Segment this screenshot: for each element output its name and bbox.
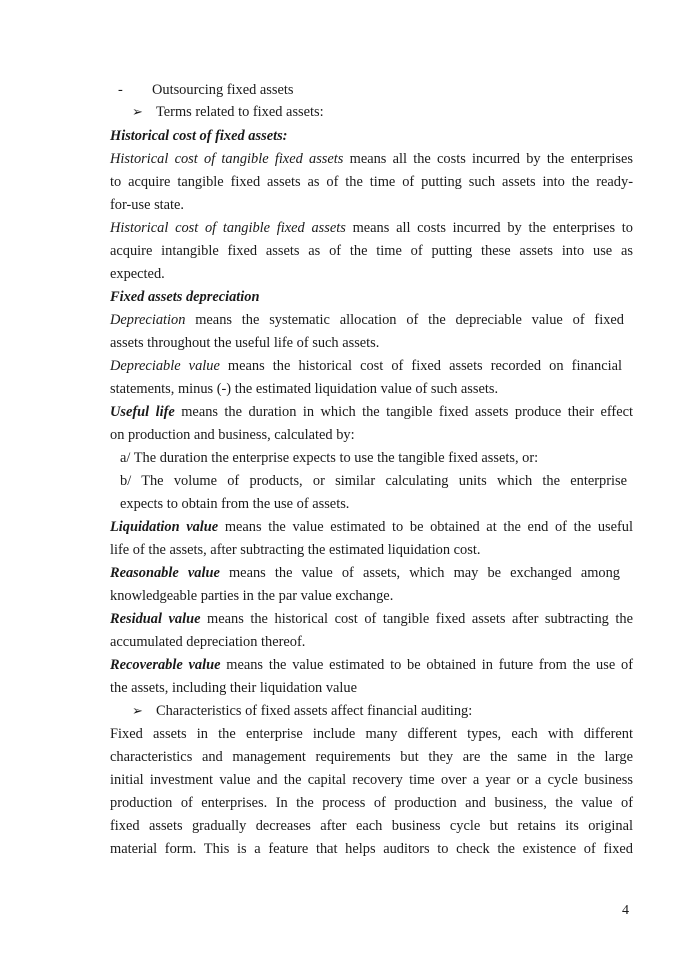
arrow-list-item bbox=[132, 102, 324, 122]
paragraph-line: to acquire tangible fixed assets as of the time of putting such assets into the ready- bbox=[110, 174, 633, 190]
paragraph-line bbox=[110, 517, 633, 537]
paragraph-line: the assets, including their liquidation value bbox=[110, 680, 357, 696]
definition-text: means the duration in which the tangible fixed assets produce their effect bbox=[174, 404, 633, 420]
list-item-text: Terms related to fixed assets: bbox=[156, 104, 324, 120]
term: Liquidation value bbox=[110, 519, 219, 535]
section-heading: Fixed assets depreciation bbox=[110, 289, 260, 305]
definition-text: means the systematic allocation of the depreciable value of fixed bbox=[185, 312, 624, 328]
sub-item: b/ The volume of products, or similar calculating units which the enterprise bbox=[120, 473, 627, 489]
definition-text: means the value estimated to be obtained in future from the use of bbox=[220, 657, 633, 673]
definition-text: means the historical cost of fixed assets recorded on financial bbox=[219, 358, 622, 374]
paragraph-line: expected. bbox=[110, 266, 165, 282]
term: Depreciation bbox=[110, 312, 186, 328]
term: Historical cost of tangible fixed assets bbox=[110, 151, 344, 167]
term: Recoverable value bbox=[110, 657, 221, 673]
definition-text: means the historical cost of tangible fixed assets after subtracting the bbox=[200, 611, 633, 627]
list-item-text: Characteristics of fixed assets affect financial auditing: bbox=[156, 703, 473, 719]
paragraph-line bbox=[110, 149, 633, 169]
dash-list-item bbox=[118, 80, 293, 100]
paragraph-line bbox=[110, 218, 633, 238]
paragraph-line: statements, minus (-) the estimated liquidation value of such assets. bbox=[110, 381, 499, 397]
term: Residual value bbox=[110, 611, 201, 627]
paragraph-line: production of enterprises. In the process of production and business, the value of bbox=[110, 795, 633, 811]
term: Useful life bbox=[110, 404, 175, 420]
paragraph-line bbox=[110, 609, 633, 629]
paragraph-line: Fixed assets in the enterprise include many different types, each with different bbox=[110, 726, 633, 742]
arrow-bullet-icon: ➢ bbox=[132, 104, 143, 119]
definition-text: means the value of assets, which may be exchanged among bbox=[219, 565, 620, 581]
paragraph-line bbox=[110, 310, 624, 330]
sub-item: expects to obtain from the use of assets. bbox=[120, 496, 350, 512]
definition-text: means the value estimated to be obtained at the end of the useful bbox=[218, 519, 633, 535]
dash-marker: - bbox=[118, 82, 123, 98]
paragraph-line: material form. This is a feature that helps auditors to check the existence of fixed bbox=[110, 841, 633, 857]
paragraph-line: initial investment value and the capital recovery time over a year or a cycle business bbox=[110, 772, 633, 788]
paragraph-line: for-use state. bbox=[110, 197, 185, 213]
paragraph-line bbox=[110, 402, 633, 422]
paragraph-line: knowledgeable parties in the par value exchange. bbox=[110, 588, 394, 604]
page-number: 4 bbox=[622, 903, 629, 918]
paragraph-line: characteristics and management requirements but they are the same in the large bbox=[110, 749, 633, 765]
sub-item: a/ The duration the enterprise expects to use the tangible fixed assets, or: bbox=[120, 450, 539, 466]
paragraph-line: life of the assets, after subtracting the estimated liquidation cost. bbox=[110, 542, 481, 558]
paragraph-line bbox=[110, 655, 633, 675]
term: Depreciable value bbox=[110, 358, 220, 374]
section-heading: Historical cost of fixed assets: bbox=[110, 128, 288, 144]
paragraph-line: accumulated depreciation thereof. bbox=[110, 634, 306, 650]
paragraph-line: assets throughout the useful life of such assets. bbox=[110, 335, 380, 351]
paragraph-line: acquire intangible fixed assets as of the time of putting these assets into use as bbox=[110, 243, 633, 259]
paragraph-line bbox=[110, 356, 622, 376]
paragraph-line: on production and business, calculated by: bbox=[110, 427, 355, 443]
arrow-list-item bbox=[132, 701, 472, 721]
paragraph-line bbox=[110, 563, 620, 583]
definition-text: means all the costs incurred by the enterprises bbox=[343, 151, 633, 167]
list-item-text: Outsourcing fixed assets bbox=[152, 82, 294, 98]
arrow-bullet-icon: ➢ bbox=[132, 703, 143, 718]
paragraph-line: fixed assets gradually decreases after each business cycle but retains its original bbox=[110, 818, 633, 834]
term: Reasonable value bbox=[110, 565, 220, 581]
term: Historical cost of tangible fixed assets bbox=[110, 220, 346, 236]
definition-text: means all costs incurred by the enterprises to bbox=[345, 220, 633, 236]
